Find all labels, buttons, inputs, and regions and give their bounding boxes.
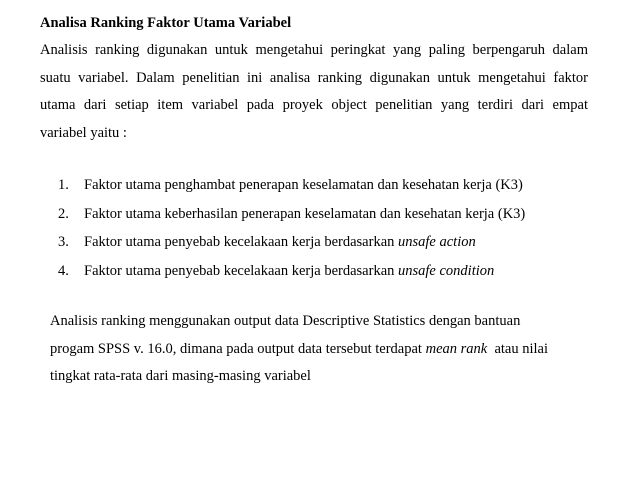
list-item (58, 257, 525, 286)
intro-line: variabel yaitu : (40, 124, 127, 141)
list-item-italic: unsafe condition (398, 262, 495, 279)
list-number: 1. (58, 177, 69, 193)
list-item (58, 228, 525, 257)
outro-line: Analisis ranking menggunakan output data Descriptive Statistics dengan bantuan (50, 313, 521, 329)
outro-line: tingkat rata-rata dari masing-masing variabel (50, 368, 311, 384)
list-item-text: Faktor utama penyebab kecelakaan kerja berdasarkan (84, 262, 399, 279)
outro-text: atau nilai (487, 340, 549, 357)
outro-text: progam SPSS v. 16.0, dimana pada output data tersebut terdapat (50, 340, 426, 357)
list-item-italic: unsafe action (398, 234, 476, 250)
outro-paragraph (50, 308, 548, 391)
list-number: 3. (58, 234, 69, 250)
outro-line (50, 336, 548, 364)
list-item-text: Faktor utama penghambat penerapan keselamatan dan kesehatan kerja (K3) (84, 177, 523, 193)
variable-list (58, 171, 525, 285)
list-item (58, 171, 525, 200)
list-item-text: Faktor utama keberhasilan penerapan keselamatan dan kesehatan kerja (K3) (84, 205, 526, 222)
intro-line: suatu variabel. Dalam penelitian ini analisa ranking digunakan untuk mengetahui faktor (40, 69, 588, 86)
list-number: 2. (58, 205, 69, 222)
intro-line: Analisis ranking digunakan untuk mengetahui peringkat yang paling berpengaruh dalam (40, 42, 588, 58)
list-item-text: Faktor utama penyebab kecelakaan kerja berdasarkan (84, 234, 399, 250)
intro-paragraph (40, 37, 588, 147)
list-item (58, 200, 525, 229)
intro-line: utama dari setiap item variabel pada proyek object penelitian yang terdiri dari empat (40, 97, 588, 113)
mean-rank-term: mean rank (425, 340, 488, 357)
page-title: Analisa Ranking Faktor Utama Variabel (40, 15, 292, 31)
list-number: 4. (58, 262, 69, 279)
